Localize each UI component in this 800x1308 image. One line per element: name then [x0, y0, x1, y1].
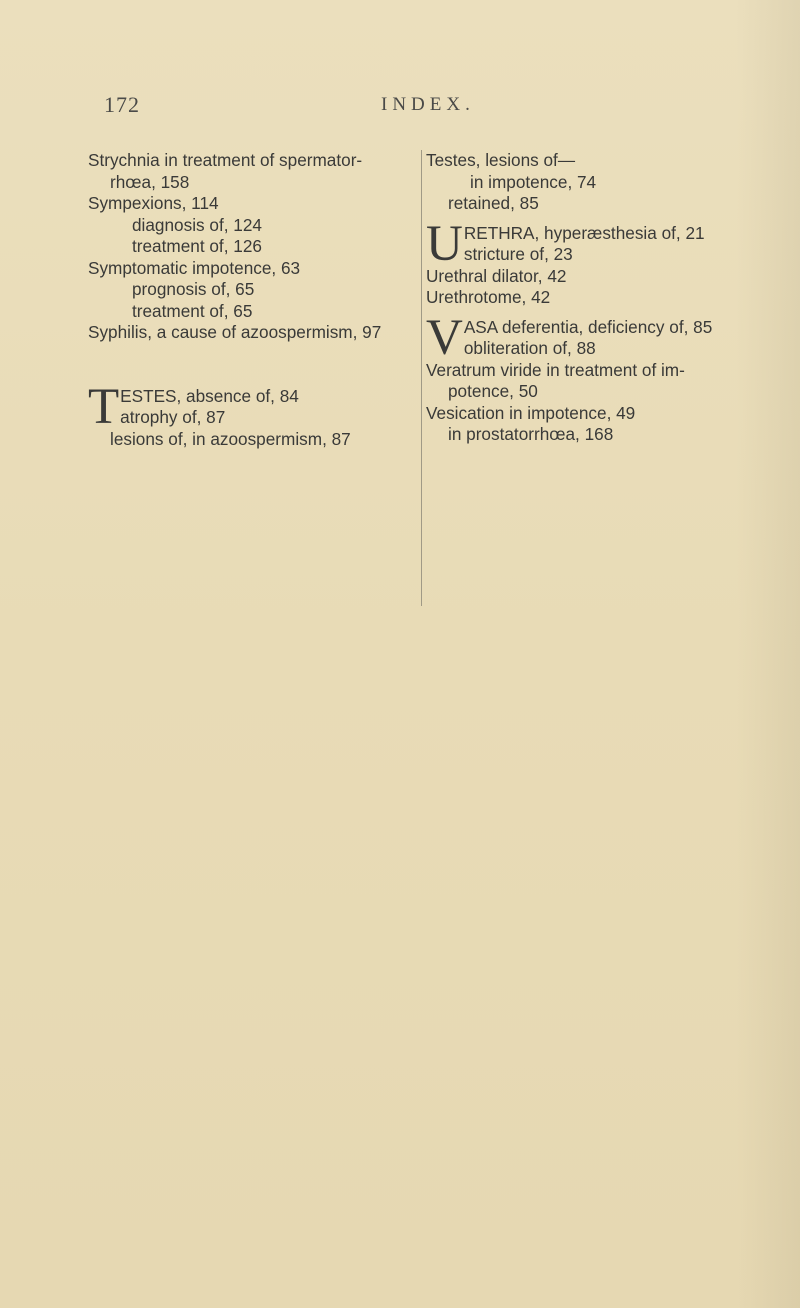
index-entry-veratrum-cont: potence, 50	[448, 381, 538, 401]
drop-cap-v: V	[426, 309, 463, 366]
index-entry-syphilis: Syphilis, a cause of azoospermism, 97	[88, 322, 382, 342]
index-entry-urethra: RETHRA, hyperæsthesia of, 21	[463, 222, 705, 243]
index-subentry-sympexions-diagnosis: diagnosis of, 124	[132, 214, 262, 235]
index-entry-strychnia: Strychnia in treatment of spermator-	[88, 150, 363, 170]
index-entry-symptomatic-impotence: Symptomatic impotence, 63	[88, 257, 301, 278]
index-subentry-symptomatic-prognosis: prognosis of, 65	[132, 279, 255, 299]
index-section-u	[426, 215, 766, 272]
index-entry-veratrum: Veratrum viride in treatment of im-	[426, 359, 685, 380]
index-subentry-testes-lesions: lesions of, in azoospermism, 87	[110, 428, 351, 449]
drop-cap-u: U	[426, 215, 463, 272]
column-divider	[421, 150, 422, 606]
page-number: 172	[104, 92, 140, 117]
index-subentry-vasa-obliteration: obliteration of, 88	[463, 338, 596, 358]
index-subentry-testes-retained: retained, 85	[448, 193, 539, 213]
index-entry-vesication: Vesication in impotence, 49	[426, 402, 636, 423]
index-column-left	[88, 150, 418, 450]
index-section-t	[88, 378, 418, 451]
index-entry-urethral-dilator: Urethral dilator, 42	[426, 265, 567, 286]
index-subentry-testes-impotence: in impotence, 74	[470, 171, 597, 192]
index-column-right	[426, 150, 766, 446]
index-subentry-urethra-stricture: stricture of, 23	[463, 244, 573, 264]
index-subentry-sympexions-treatment: treatment of, 126	[132, 236, 262, 256]
index-subentry-symptomatic-treatment: treatment of, 65	[132, 300, 253, 321]
index-subentry-vesication-prostatorrhoea: in prostatorrhœa, 168	[448, 424, 614, 444]
index-section-v	[426, 309, 766, 366]
index-entry-testes: ESTES, absence of, 84	[120, 385, 299, 406]
index-entry-urethrotome: Urethrotome, 42	[426, 287, 551, 307]
index-subentry-testes-atrophy: atrophy of, 87	[120, 407, 226, 427]
drop-cap-t: T	[88, 378, 120, 435]
index-entry-vasa-deferentia: ASA deferentia, deficiency of, 85	[463, 316, 713, 337]
index-entry-strychnia-cont: rhœa, 158	[110, 171, 190, 192]
page-header	[0, 92, 800, 122]
index-entry-sympexions: Sympexions, 114	[88, 193, 219, 213]
index-entry-testes-lesions: Testes, lesions of—	[426, 150, 576, 170]
running-head: INDEX.	[381, 94, 475, 115]
